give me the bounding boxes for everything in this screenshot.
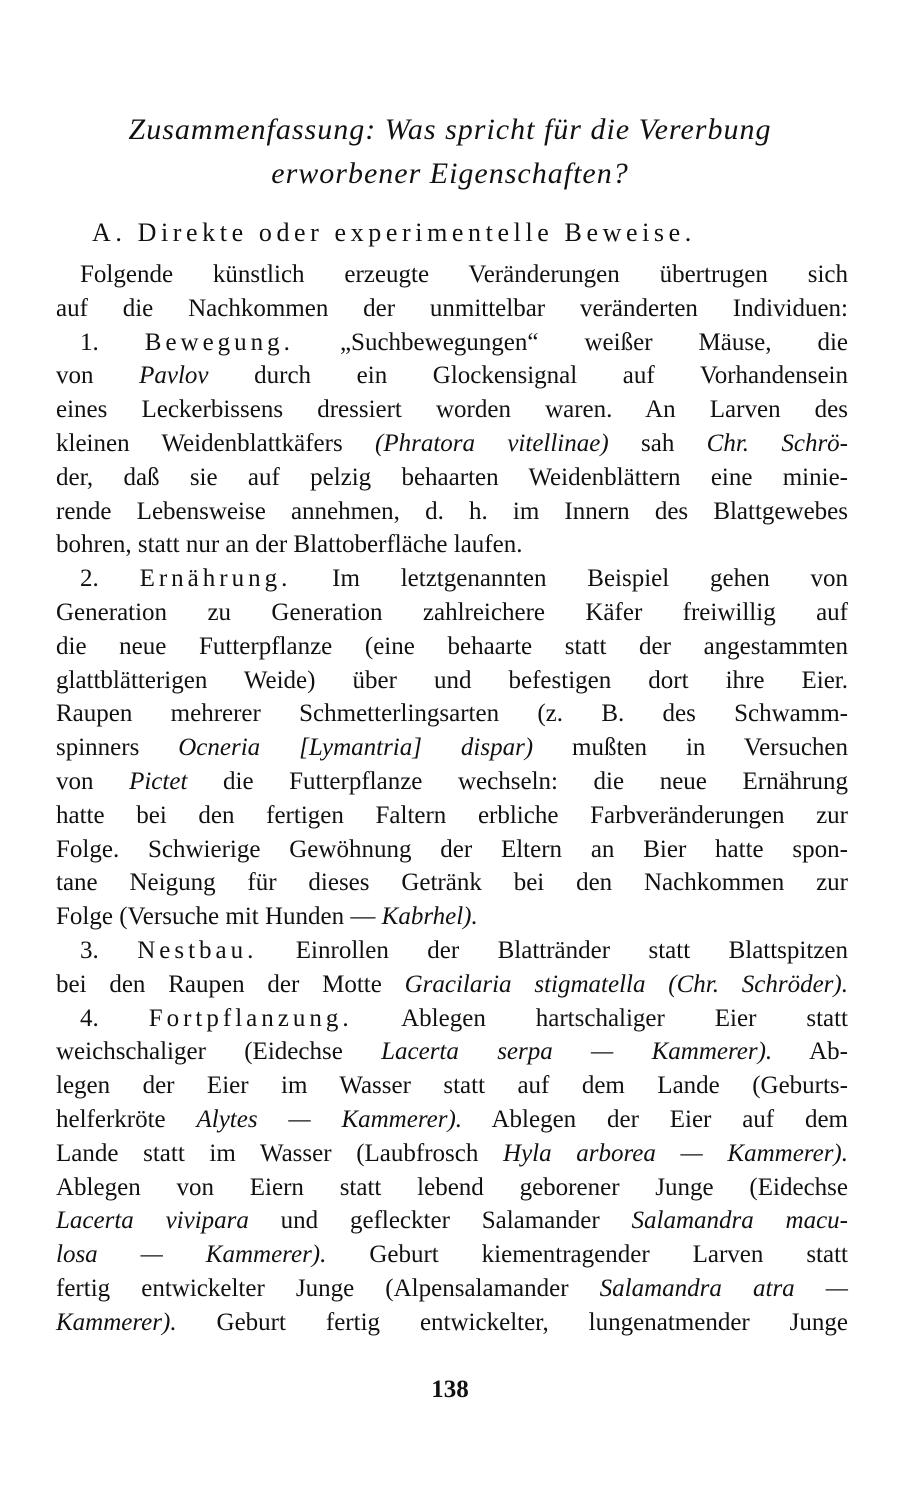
text-line: Lacerta vivipara und gefleckter Salamander Salamandra macu- (56, 1207, 848, 1235)
text-line: helferkröte Alytes — Kammerer). Ablegen der Eier auf dem (56, 1105, 848, 1133)
text-line: 1. Bewegung. „Suchbewegungen“ weißer Mäuse, die (80, 328, 848, 356)
text-line: Raupen mehrerer Schmetterlingsarten (z. B. des Schwamm- (56, 700, 848, 728)
text-line: 4. Fortpflanzung. Ablegen hartschaliger Eier statt (80, 1004, 849, 1032)
section-heading: A. Direkte oder experimentelle Beweise. (92, 218, 696, 247)
title-line-1: Zusammenfassung: Was spricht für die Vererbung (128, 113, 772, 146)
text-line: 3. Nestbau. Einrollen der Blattränder statt Blattspitzen (80, 936, 848, 964)
text-line: bohren, statt nur an der Blattoberfläche laufen. (56, 531, 523, 559)
page-number: 138 (431, 1376, 469, 1403)
text-line: fertig entwickelter Junge (Alpensalamander Salamandra atra — (56, 1274, 849, 1302)
text-line: Folgende künstlich erzeugte Veränderungen übertrugen sich (80, 261, 848, 288)
text-line: weichschaliger (Eidechse Lacerta serpa — Kammerer). Ab- (56, 1038, 848, 1066)
text-line: die neue Futterpflanze (eine behaarte statt der angestammten (56, 632, 848, 660)
text-line: hatte bei den fertigen Faltern erbliche Farbveränderungen zur (56, 801, 848, 829)
text-line: der, daß sie auf pelzig behaarten Weidenblättern eine minie- (56, 463, 848, 491)
text-line: Generation zu Generation zahlreichere Käfer freiwillig auf (56, 598, 848, 626)
text-line: Lande statt im Wasser (Laubfrosch Hyla arborea — Kammerer). (56, 1139, 848, 1167)
text-line: Ablegen von Eiern statt lebend geborener Junge (Eidechse (56, 1173, 848, 1201)
text-line: losa — Kammerer). Geburt kiementragender Larven statt (56, 1241, 848, 1269)
text-line: eines Leckerbissens dressiert worden waren. An Larven des (56, 396, 848, 424)
text-line: bei den Raupen der Motte Gracilaria stigmatella (Chr. Schröder). (56, 970, 848, 998)
text-line: von Pictet die Futterpflanze wechseln: die neue Ernährung (56, 767, 848, 795)
text-line: tane Neigung für dieses Getränk bei den Nachkommen zur (56, 869, 848, 897)
text-line: kleinen Weidenblattkäfers (Phratora vitellinae) sah Chr. Schrö- (56, 429, 849, 457)
text-line: von Pavlov durch ein Glockensignal auf Vorhandensein (56, 362, 849, 390)
text-line: Folge (Versuche mit Hunden — Kabrhel). (56, 903, 478, 931)
body-text (56, 258, 848, 1340)
text-line: 2. Ernährung. Im letztgenannten Beispiel gehen von (80, 565, 849, 593)
text-line: glattblätterigen Weide) über und befestigen dort ihre Eier. (56, 666, 848, 694)
text-line: spinners Ocneria [Lymantria] dispar) mußten in Versuchen (56, 734, 849, 762)
page-title (40, 108, 860, 196)
text-line: rende Lebensweise annehmen, d. h. im Innern des Blattgewebes (56, 497, 848, 525)
text-line: Kammerer). Geburt fertig entwickelter, lungenatmender Junge (56, 1308, 848, 1336)
text-line: Folge. Schwierige Gewöhnung der Eltern an Bier hatte spon- (56, 835, 848, 863)
title-line-2: erworbener Eigenschaften? (271, 157, 629, 190)
text-line: legen der Eier im Wasser statt auf dem Lande (Geburts- (56, 1072, 848, 1100)
text-line: auf die Nachkommen der unmittelbar veränderten Individuen: (56, 294, 848, 322)
